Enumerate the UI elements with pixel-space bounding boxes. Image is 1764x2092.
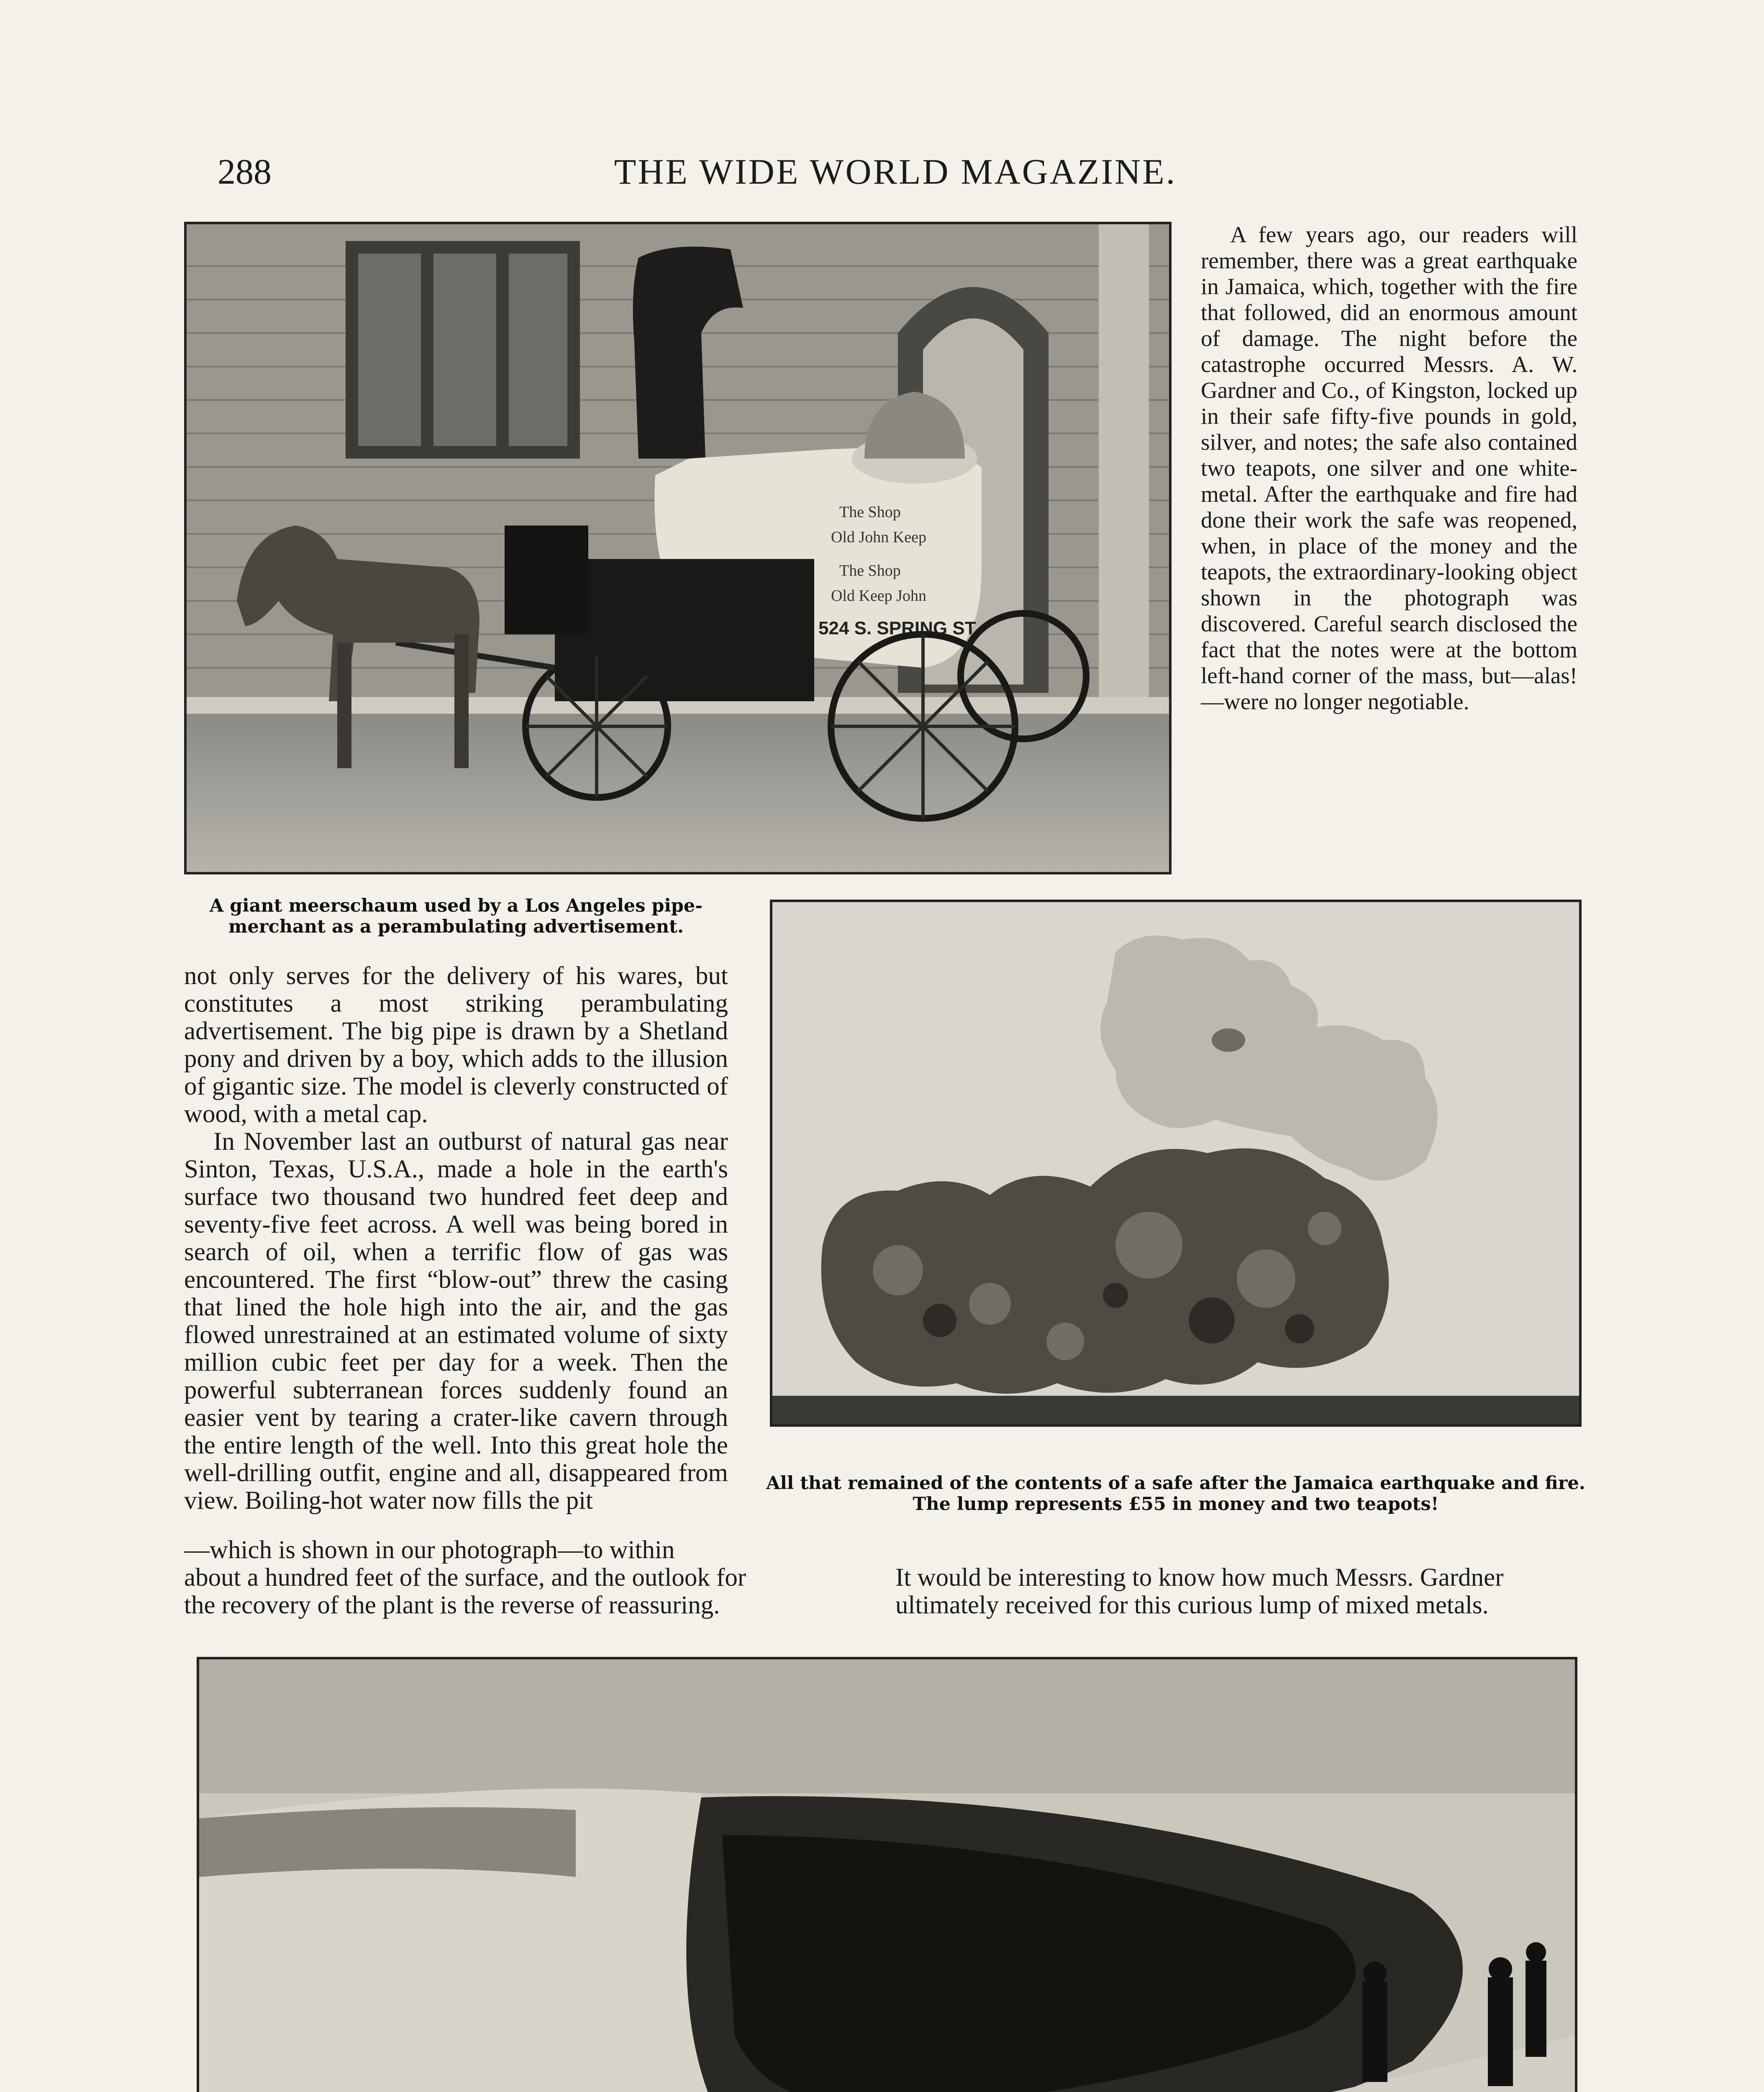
pipe-lettering-2: Old John Keep xyxy=(831,528,926,546)
safe-lump-photo xyxy=(770,900,1582,1427)
sinton-tail-line-3: the recovery of the plant is the reverse of reassuring. xyxy=(184,1591,720,1619)
sinton-tail-line-2: about a hundred feet of the surface, and the outlook for xyxy=(184,1564,746,1592)
sinton-article-paragraph: In November last an outburst of natural gas near Sinton, Texas, U.S.A., made a hole in the earth's surface two thousand two hundred feet deep and seventy-five feet across. A well was being bored in search of oil, when a terrific flow of gas was encountered. The first “blow-out” threw the casing that lined the hole high into the air, and the gas flowed unrestrained at an estimated volume of sixty million cubic feet per day for a week. Then the powerful subterranean forces suddenly found an easier vent by tearing a crater-like cavern through the entire length of the well. Into this great hole the well-drilling outfit, engine and all, disappeared from view. Boiling-hot water now fills the pit xyxy=(184,1128,728,1515)
pipe-article-continuation: not only serves for the delivery of his wares, but constitutes a most striking perambulating advertisement. The big pipe is drawn by a Shetland pony and driven by a boy, which adds to the illusion of gigantic size. The model is cleverly constructed of wood, with a metal cap. xyxy=(184,962,728,1128)
sinton-tail-line-1: —which is shown in our photograph—to within xyxy=(184,1536,675,1564)
running-title: THE WIDE WORLD MAGAZINE. xyxy=(614,151,1177,192)
gardner-closing-line-1: It would be interesting to know how much Messrs. Gardner xyxy=(895,1564,1504,1592)
gardner-closing-text xyxy=(895,1564,1590,1619)
page-header xyxy=(0,151,1764,209)
page-number: 288 xyxy=(218,151,272,192)
sinton-article-tail xyxy=(184,1536,837,1619)
pipe-lettering-5: 524 S. SPRING ST. xyxy=(818,618,979,638)
gas-crater-photo xyxy=(197,1657,1577,2092)
safe-lump-caption: All that remained of the contents of a safe after the Jamaica earthquake and fire. The lump represents £55 in money and two teapots! xyxy=(766,1473,1585,1515)
pipe-lettering-1: The Shop xyxy=(839,503,901,521)
sinton-article-text xyxy=(184,962,728,1515)
pipe-wagon-photo xyxy=(184,222,1172,874)
jamaica-article-paragraph: A few years ago, our readers will remember, there was a great earthquake in Jamaica, which, together with the fire that followed, did an enormous amount of damage. The night before the catastrophe occurred Messrs. A. W. Gardner and Co., of Kingston, locked up in their safe fifty-five pounds in gold, silver, and notes; the safe also contained two teapots, one silver and one white-metal. After the earthquake and fire had done their work the safe was reopened, when, in place of the money and the teapots, the extraordinary-looking object shown in the photograph was discovered. Careful search disclosed the fact that the notes were at the bottom left-hand corner of the mass, but—alas!—were no longer negotiable. xyxy=(1201,222,1577,714)
pipe-lettering-4: Old Keep John xyxy=(831,587,926,605)
pipe-wagon-caption: A giant meerschaum used by a Los Angeles pipe-merchant as a perambulating advertisement. xyxy=(209,895,703,937)
gardner-closing-line-2: ultimately received for this curious lump of mixed metals. xyxy=(895,1591,1489,1619)
pipe-lettering-3: The Shop xyxy=(839,562,901,579)
